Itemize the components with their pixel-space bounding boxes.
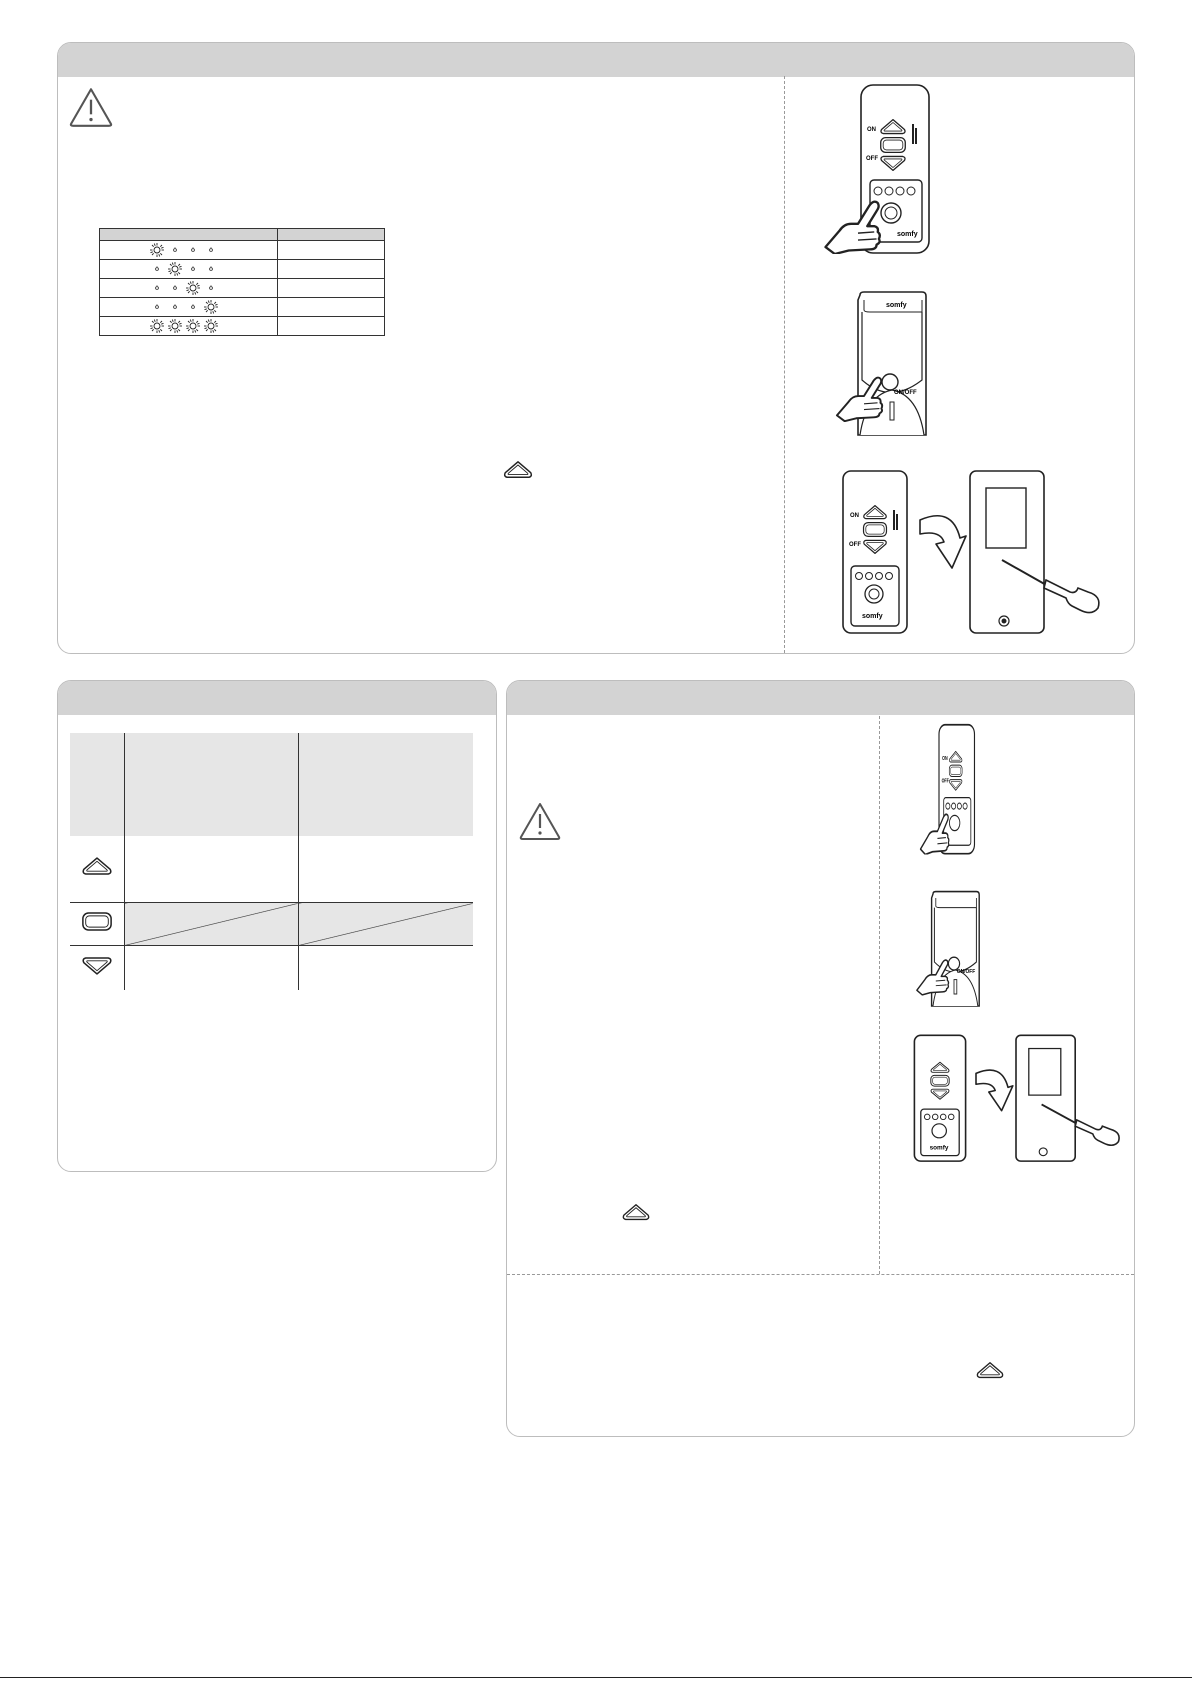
led-off-icon [210, 266, 213, 270]
led-off-icon [192, 304, 195, 308]
button-table-row [70, 836, 473, 903]
remote3-brand-label: somfy [862, 613, 883, 620]
onoff-label: ON/OFF [894, 390, 917, 396]
button-table-header-cell [124, 733, 298, 836]
led-table-row [100, 279, 385, 298]
button-function-cell [298, 836, 473, 903]
led-lit-icon [150, 319, 164, 333]
led-table-row [100, 241, 385, 260]
led-meaning-cell [278, 317, 385, 336]
led-table-row [100, 260, 385, 279]
bottom-right-panel-header [507, 681, 1134, 715]
remote-keypad-press-illustration-small [915, 724, 975, 856]
up-arrow-button-icon [975, 1361, 1005, 1380]
button-table-row [70, 903, 473, 946]
remote-open-battery-illustration-small [912, 1033, 1128, 1165]
led-lit-icon [186, 281, 200, 295]
button-table-header [70, 733, 473, 836]
led-lit-icon [204, 319, 218, 333]
led-meaning-cell [278, 260, 385, 279]
stop-button-icon [81, 911, 113, 932]
led-meaning-cell [278, 279, 385, 298]
button-table-header-cell [70, 733, 124, 836]
led-off-icon [210, 285, 213, 289]
button-function-cell [124, 946, 298, 991]
bottom-right-divider [879, 716, 880, 1274]
remote-keypad-press-illustration [815, 84, 930, 256]
led-pattern-cell [100, 241, 278, 260]
top-panel-divider [784, 76, 785, 653]
remote-off-label: OFF [866, 156, 878, 162]
remote-back-brand-label: somfy [886, 302, 907, 309]
button-table-header-cell [298, 733, 473, 836]
led-off-icon [174, 285, 177, 289]
led-off-icon [174, 247, 177, 251]
remote3-off-label: OFF [849, 542, 861, 548]
remote-open-battery-illustration [840, 468, 1110, 638]
bottom-left-panel-header [58, 681, 496, 715]
up-arrow-button-icon [81, 856, 113, 877]
led-off-icon [192, 266, 195, 270]
top-panel-header [58, 43, 1134, 77]
up-arrow-button-icon [621, 1203, 651, 1222]
led-off-icon [192, 247, 195, 251]
button-function-cell [124, 903, 298, 946]
remote3-on-label: ON [850, 513, 859, 519]
led-off-icon [210, 247, 213, 251]
led-pattern-cell [100, 298, 278, 317]
warning-triangle-icon [68, 86, 114, 128]
led-table-row [100, 317, 385, 336]
button-function-cell [298, 946, 473, 991]
remote-back-onoff-illustration [830, 290, 930, 440]
led-pattern-cell [100, 260, 278, 279]
remote-small-on-label: ON [942, 755, 948, 762]
remote-brand-label: somfy [897, 231, 918, 238]
led-pattern-cell [100, 317, 278, 336]
led-off-icon [174, 304, 177, 308]
button-function-cell [124, 836, 298, 903]
led-lit-icon [204, 300, 218, 314]
up-arrow-button-icon [502, 460, 534, 480]
button-table-row [70, 946, 473, 991]
led-lit-icon [150, 243, 164, 257]
button-icon-cell [70, 903, 124, 946]
button-function-cell [298, 903, 473, 946]
led-table-row [100, 298, 385, 317]
down-arrow-button-icon [81, 955, 113, 976]
led-meaning-cell [278, 241, 385, 260]
led-meaning-cell [278, 298, 385, 317]
led-lit-icon [168, 319, 182, 333]
led-lit-icon [186, 319, 200, 333]
remote-on-label: ON [867, 127, 876, 133]
remote-back-onoff-illustration-small [912, 890, 982, 1010]
led-pattern-cell [100, 279, 278, 298]
led-off-icon [156, 304, 159, 308]
led-off-icon [156, 266, 159, 270]
led-table-header [100, 229, 385, 241]
led-status-table [99, 228, 385, 336]
page-footer-rule [0, 1677, 1192, 1678]
remote-small-off-label: OFF [941, 777, 949, 784]
led-off-icon [156, 285, 159, 289]
bottom-right-hdivider [507, 1274, 1134, 1275]
button-function-table [70, 733, 473, 990]
remote-small-brand-label: somfy [929, 1144, 949, 1152]
button-icon-cell [70, 836, 124, 903]
button-icon-cell [70, 946, 124, 991]
onoff-small-label: ON/OFF [956, 968, 976, 976]
warning-triangle-icon [518, 800, 562, 842]
led-lit-icon [168, 262, 182, 276]
